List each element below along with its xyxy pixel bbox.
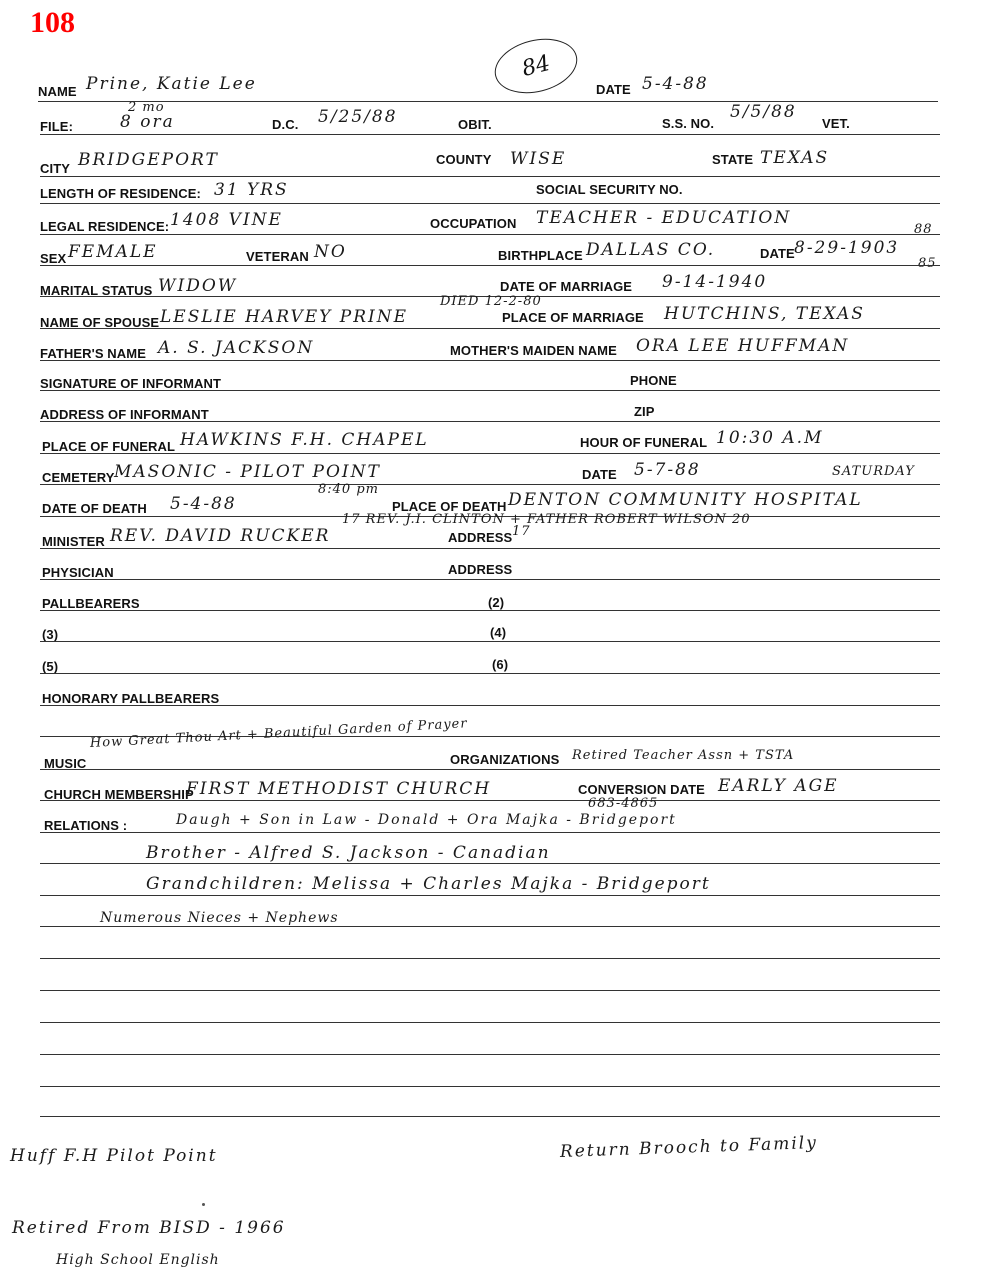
file-label: FILE:: [40, 119, 73, 134]
signature-of-informant-label: SIGNATURE OF INFORMANT: [40, 376, 222, 391]
physician-label: PHYSICIAN: [42, 565, 114, 580]
relations-rule-1: [40, 832, 940, 833]
hour-of-funeral-label: HOUR OF FUNERAL: [580, 435, 708, 450]
church-membership-label: CHURCH MEMBERSHIP: [44, 787, 194, 802]
physician-address-label: ADDRESS: [448, 562, 513, 577]
marital-status-value: WIDOW: [158, 276, 238, 296]
relations-rule-2: [40, 863, 940, 864]
birth-note-top: 88: [914, 222, 933, 237]
blank-rule-4: [40, 1054, 940, 1055]
minister-address-label: ADDRESS: [448, 530, 513, 545]
bottom-note-huff: Huff F.H Pilot Point: [10, 1146, 218, 1166]
church-membership-value: FIRST METHODIST CHURCH: [186, 779, 492, 799]
hour-of-funeral-value: 10:30 A.M: [716, 428, 824, 448]
city-label: CITY: [40, 161, 71, 176]
cemetery-date-label: DATE: [582, 467, 617, 482]
pallbearer-6-label: (6): [492, 657, 509, 672]
organizations-value: Retired Teacher Assn + TSTA: [572, 748, 795, 763]
cemetery-rule: [40, 484, 940, 485]
pallbearer-4-label: (4): [490, 625, 507, 640]
honorary-rule: [40, 705, 940, 706]
funeral-rule: [40, 453, 940, 454]
music-rule: [40, 769, 940, 770]
date-of-marriage-value: 9-14-1940: [662, 272, 768, 292]
occupation-value: TEACHER - EDUCATION: [536, 208, 792, 228]
city-value: BRIDGEPORT: [78, 150, 219, 170]
minister-note: 17 REV. J.I. CLINTON + FATHER ROBERT WILSON 20: [342, 512, 751, 527]
birthplace-value: DALLAS CO.: [586, 240, 716, 260]
dc-value: 5/25/88: [318, 107, 398, 127]
relations-rule-4: [40, 926, 940, 927]
name-of-spouse-label: NAME OF SPOUSE: [40, 315, 160, 330]
cemetery-date-value: 5-7-88: [634, 460, 701, 480]
obit-label: OBIT.: [458, 117, 492, 132]
sex-value: FEMALE: [68, 242, 158, 262]
city-rule: [40, 176, 940, 177]
state-label: STATE: [712, 152, 754, 167]
spouse-died-note: DIED 12-2-80: [440, 294, 542, 309]
legal-residence-value: 1408 VINE: [170, 210, 283, 230]
pallbearers-rule-3: [40, 673, 940, 674]
cemetery-value: MASONIC - PILOT POINT: [114, 462, 381, 482]
pallbearer-5-label: (5): [42, 659, 59, 674]
name-of-spouse-value: LESLIE HARVEY PRINE: [160, 307, 409, 327]
minister-label: MINISTER: [42, 534, 105, 549]
mothers-maiden-name-value: ORA LEE HUFFMAN: [636, 336, 850, 356]
minister-rule: [40, 548, 940, 549]
blank-rule-1: [40, 958, 940, 959]
relations-rule-3: [40, 895, 940, 896]
veteran-label: VETERAN: [246, 249, 309, 264]
zip-label: ZIP: [634, 404, 655, 419]
relations-line-3: Grandchildren: Melissa + Charles Majka - Bridgeport: [146, 874, 711, 894]
bottom-note-return: Return Brooch to Family: [559, 1133, 819, 1162]
name-value: Prine, Katie Lee: [86, 74, 257, 94]
bottom-note-english: High School English: [56, 1252, 220, 1268]
birthplace-label: BIRTHPLACE: [498, 248, 583, 263]
honorary-pallbearers-label: HONORARY PALLBEARERS: [42, 691, 220, 706]
organizations-label: ORGANIZATIONS: [450, 752, 560, 767]
parents-rule: [40, 360, 940, 361]
speck: [202, 1203, 205, 1206]
cemetery-label: CEMETERY: [42, 470, 115, 485]
name-rule: [38, 101, 938, 102]
length-of-residence-value: 31 YRS: [214, 180, 289, 200]
date-of-death-value: 5-4-88: [170, 494, 237, 514]
music-value: How Great Thou Art + Beautiful Garden of Prayer: [89, 716, 468, 751]
length-of-residence-label: LENGTH OF RESIDENCE:: [40, 186, 201, 201]
relations-label: RELATIONS :: [44, 818, 128, 833]
circled-record-number: 84: [489, 31, 583, 102]
pallbearer-3-label: (3): [42, 627, 59, 642]
ss-no-value: 5/5/88: [730, 102, 797, 122]
spouse-rule: [40, 328, 940, 329]
church-rule: [40, 800, 940, 801]
cemetery-day-value: SATURDAY: [832, 464, 915, 479]
fathers-name-label: FATHER'S NAME: [40, 346, 146, 361]
date-label: DATE: [596, 82, 631, 97]
place-of-marriage-value: HUTCHINS, TEXAS: [664, 304, 865, 324]
mothers-maiden-name-label: MOTHER'S MAIDEN NAME: [450, 343, 617, 358]
conversion-date-label: CONVERSION DATE: [578, 782, 705, 797]
name-label: NAME: [38, 84, 77, 99]
bottom-note-retired: Retired From BISD - 1966: [12, 1218, 286, 1238]
music-label: MUSIC: [44, 756, 87, 771]
county-label: COUNTY: [436, 152, 492, 167]
sex-label: SEX: [40, 251, 67, 266]
physician-rule: [40, 579, 940, 580]
relations-line-1: Daugh + Son in Law - Donald + Ora Majka - Bridgeport: [176, 812, 677, 828]
fathers-name-value: A. S. JACKSON: [158, 338, 315, 358]
date-value: 5-4-88: [642, 74, 709, 94]
marital-status-label: MARITAL STATUS: [40, 283, 153, 298]
phone-label: PHONE: [630, 373, 677, 388]
veteran-value: NO: [314, 242, 347, 262]
time-of-death-value: 8:40 pm: [318, 482, 379, 497]
legal-residence-label: LEGAL RESIDENCE:: [40, 219, 170, 234]
address-of-informant-label: ADDRESS OF INFORMANT: [40, 407, 209, 422]
legal-rule: [40, 234, 940, 235]
occupation-label: OCCUPATION: [430, 216, 517, 231]
file-value: 8 ora: [120, 112, 175, 132]
residence-rule: [40, 203, 940, 204]
date-of-marriage-label: DATE OF MARRIAGE: [500, 279, 633, 294]
place-of-marriage-label: PLACE OF MARRIAGE: [502, 310, 644, 325]
date-of-death-label: DATE OF DEATH: [42, 501, 147, 516]
relations-line-4: Numerous Nieces + Nephews: [100, 910, 339, 926]
page-number: 108: [30, 6, 75, 39]
file-note: 2 mo: [128, 100, 165, 115]
file-rule: [40, 134, 940, 135]
birth-date-label: DATE: [760, 246, 795, 261]
phone-note: 683-4865: [588, 796, 659, 811]
place-of-funeral-label: PLACE OF FUNERAL: [42, 439, 176, 454]
place-of-funeral-value: HAWKINS F.H. CHAPEL: [180, 430, 429, 450]
blank-rule-6: [40, 1116, 940, 1117]
birth-date-value: 8-29-1903: [794, 238, 900, 258]
relations-line-2: Brother - Alfred S. Jackson - Canadian: [146, 843, 551, 863]
address-rule: [40, 421, 940, 422]
pallbearers-rule: [40, 610, 940, 611]
minister-address-value: 17: [512, 524, 531, 539]
blank-rule-2: [40, 990, 940, 991]
pallbearers-rule-2: [40, 641, 940, 642]
county-value: WISE: [510, 149, 567, 169]
place-of-death-value: DENTON COMMUNITY HOSPITAL: [508, 490, 863, 510]
signature-rule: [40, 390, 940, 391]
social-security-label: SOCIAL SECURITY NO.: [536, 182, 683, 197]
blank-rule-3: [40, 1022, 940, 1023]
pallbearer-2-label: (2): [488, 595, 505, 610]
place-of-death-label: PLACE OF DEATH: [392, 499, 507, 514]
pallbearers-label: PALLBEARERS: [42, 596, 140, 611]
ss-no-label: S.S. NO.: [662, 116, 715, 131]
vet-label: VET.: [822, 116, 850, 131]
conversion-date-value: EARLY AGE: [718, 776, 839, 796]
birth-note-bottom: 85: [918, 256, 937, 271]
minister-value: REV. DAVID RUCKER: [110, 526, 331, 546]
dc-label: D.C.: [272, 117, 299, 132]
blank-rule-5: [40, 1086, 940, 1087]
state-value: TEXAS: [760, 148, 830, 168]
sex-rule: [40, 265, 940, 266]
